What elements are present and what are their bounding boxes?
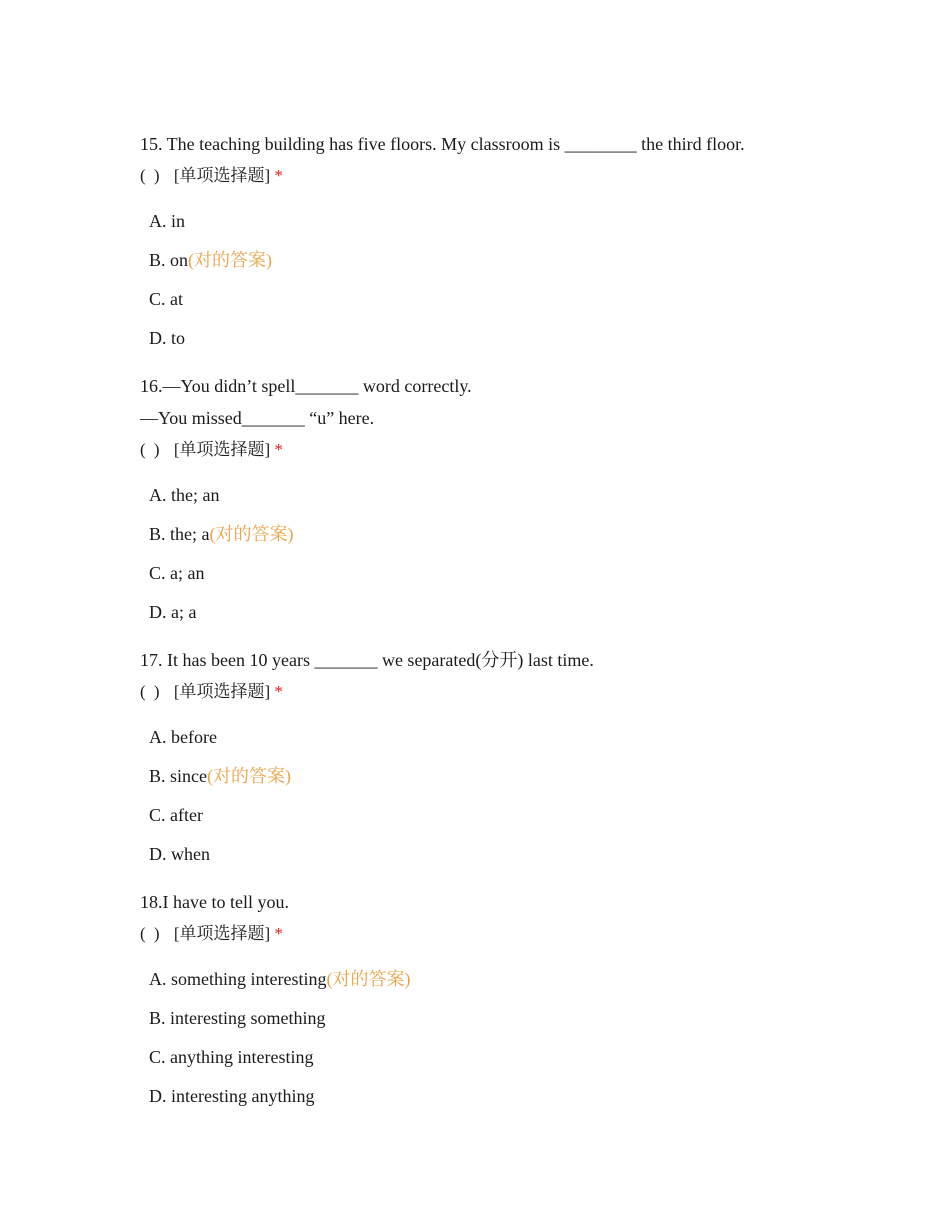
option-b[interactable]: [140, 757, 840, 796]
option-c[interactable]: [140, 280, 840, 319]
option-text: C. after: [149, 805, 203, 825]
option-text: D. a; a: [149, 602, 197, 622]
option-text: B. interesting something: [149, 1008, 326, 1028]
answer-blank: ( ): [140, 924, 162, 943]
option-text: A. something interesting: [149, 969, 327, 989]
question-type-row: [140, 160, 840, 192]
question-17: [140, 644, 840, 874]
correct-answer-note: (对的答案): [188, 250, 273, 270]
question-type-label: [单项选择题]: [173, 924, 271, 943]
question-text-line-2: —You missed_______ “u” here.: [140, 408, 375, 428]
question-type-label: [单项选择题]: [173, 166, 271, 185]
question-text: 17. It has been 10 years _______ we separated(分开) last time.: [140, 650, 594, 670]
question-text: 15. The teaching building has five floors. My classroom is ________ the third floor.: [140, 134, 745, 154]
option-text: D. interesting anything: [149, 1086, 315, 1106]
answer-blank: ( ): [140, 166, 162, 185]
question-text: 18.I have to tell you.: [140, 892, 289, 912]
question-18: [140, 886, 840, 1116]
option-text: C. a; an: [149, 563, 205, 583]
option-text: D. to: [149, 328, 185, 348]
option-text: D. when: [149, 844, 210, 864]
question-text: 16.—You didn’t spell_______ word correctly.: [140, 376, 472, 396]
option-text: B. the; a: [149, 524, 210, 544]
required-mark: *: [274, 682, 283, 701]
option-text: B. since: [149, 766, 207, 786]
option-b[interactable]: [140, 999, 840, 1038]
question-type-row: [140, 918, 840, 950]
option-text: C. at: [149, 289, 183, 309]
option-c[interactable]: [140, 796, 840, 835]
option-b[interactable]: [140, 515, 840, 554]
option-d[interactable]: [140, 1077, 840, 1116]
option-text: A. the; an: [149, 485, 220, 505]
option-text: B. on: [149, 250, 189, 270]
answer-blank: ( ): [140, 440, 162, 459]
option-c[interactable]: [140, 554, 840, 593]
option-b[interactable]: [140, 241, 840, 280]
question-type-row: [140, 676, 840, 708]
option-a[interactable]: [140, 202, 840, 241]
question-type-row: [140, 434, 840, 466]
correct-answer-note: (对的答案): [326, 969, 411, 989]
answer-blank: ( ): [140, 682, 162, 701]
option-text: A. in: [149, 211, 185, 231]
question-15: [140, 128, 840, 358]
question-type-label: [单项选择题]: [173, 682, 271, 701]
option-d[interactable]: [140, 835, 840, 874]
correct-answer-note: (对的答案): [207, 766, 291, 786]
option-a[interactable]: [140, 718, 840, 757]
option-a[interactable]: [140, 476, 840, 515]
required-mark: *: [274, 440, 283, 459]
option-text: A. before: [149, 727, 217, 747]
option-a[interactable]: [140, 960, 840, 999]
option-d[interactable]: [140, 593, 840, 632]
question-16: [140, 370, 840, 632]
option-d[interactable]: [140, 319, 840, 358]
correct-answer-note: (对的答案): [209, 524, 294, 544]
option-text: C. anything interesting: [149, 1047, 314, 1067]
required-mark: *: [274, 166, 283, 185]
required-mark: *: [274, 924, 283, 943]
question-type-label: [单项选择题]: [173, 440, 271, 459]
option-c[interactable]: [140, 1038, 840, 1077]
